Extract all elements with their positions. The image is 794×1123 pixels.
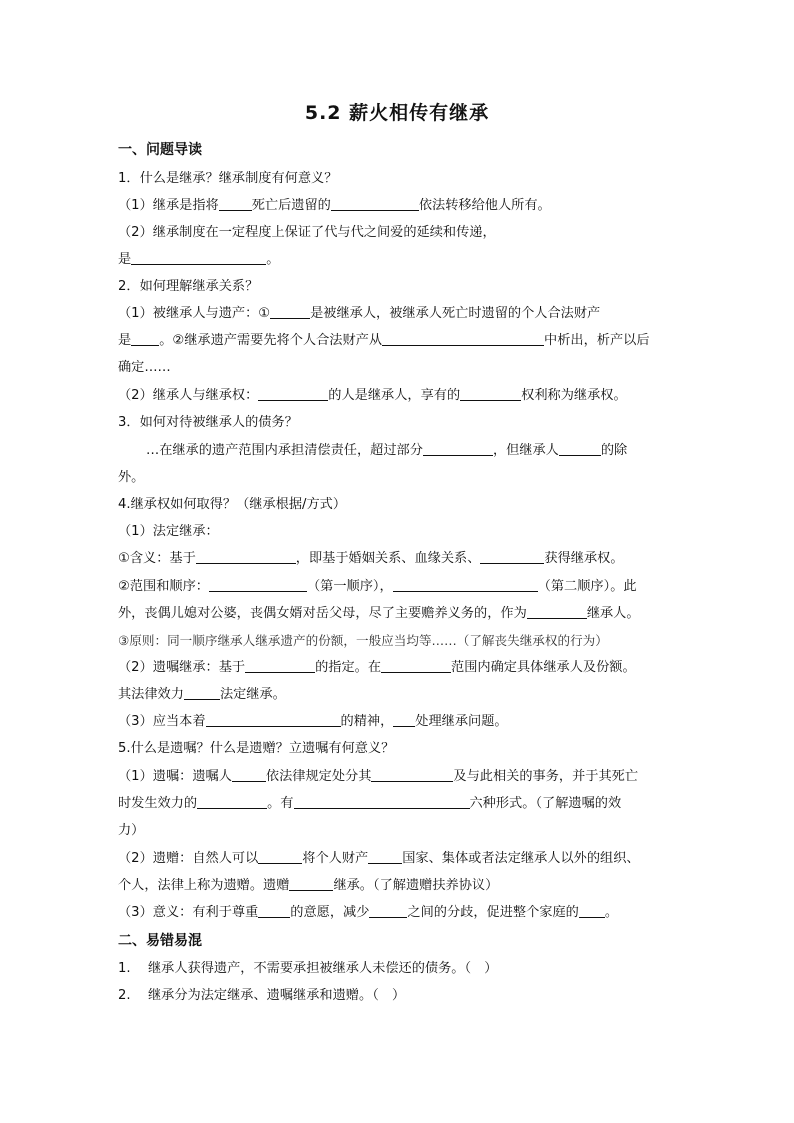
blank[interactable] bbox=[289, 876, 333, 891]
q4-item-3: （3）应当本着 的精神， 处理继承问题。 bbox=[118, 714, 508, 729]
section-heading-1: 一、问题导读 bbox=[118, 142, 202, 158]
blank[interactable] bbox=[382, 331, 544, 346]
question-1: 1．什么是继承？继承制度有何意义？ bbox=[118, 171, 338, 186]
blank[interactable] bbox=[331, 196, 419, 211]
blank[interactable] bbox=[559, 441, 601, 456]
blank[interactable] bbox=[209, 577, 307, 592]
blank[interactable] bbox=[393, 577, 538, 592]
q5-item-2-cont: 个人，法律上称为遗赠。遗赠 继承。（了解遗赠扶养协议） bbox=[118, 878, 499, 893]
blank[interactable] bbox=[131, 331, 159, 346]
q1-item-2: （2）继承制度在一定程度上保证了代与代之间爱的延续和传递， bbox=[118, 225, 496, 240]
q2-item-1: （1）被继承人与遗产：① 是被继承人，被继承人死亡时遗留的个人合法财产 bbox=[118, 306, 601, 321]
q4-item-1-principle: ③原则：同一顺序继承人继承遗产的份额，一般应当均等……（了解丧失继承权的行为） bbox=[118, 633, 608, 648]
blank[interactable] bbox=[294, 794, 470, 809]
q4-item-1: （1）法定继承： bbox=[118, 524, 219, 539]
q2-item-1-cont: 是 。②继承遗产需要先将个人合法财产从 中析出，析产以后 bbox=[118, 333, 650, 348]
blank[interactable] bbox=[393, 712, 415, 727]
q2-item-2: （2）继承人与继承权： 的人是继承人，享有的 权利称为继承权。 bbox=[118, 388, 627, 403]
blank[interactable] bbox=[423, 441, 493, 456]
blank[interactable] bbox=[460, 386, 521, 401]
q4-item-1-scope-cont: 外，丧偶儿媳对公婆，丧偶女婿对岳父母，尽了主要赡养义务的，作为 继承人。 bbox=[118, 606, 640, 621]
q4-item-1-scope: ②范围和顺序： （第一顺序）， （第二顺序）。此 bbox=[118, 579, 637, 594]
q2-item-1-cont2: 确定…… bbox=[118, 360, 171, 375]
q5-item-1-cont: 时发生效力的 。有 六种形式。（了解遗嘱的效 bbox=[118, 796, 622, 811]
q1-item-1: （1）继承是指将 死亡后遗留的 依法转移给他人所有。 bbox=[118, 198, 551, 213]
blank[interactable] bbox=[258, 903, 290, 918]
blank[interactable] bbox=[369, 903, 407, 918]
blank[interactable] bbox=[480, 549, 544, 564]
blank[interactable] bbox=[258, 849, 302, 864]
blank[interactable] bbox=[381, 658, 451, 673]
blank[interactable] bbox=[219, 196, 252, 211]
blank[interactable] bbox=[206, 712, 341, 727]
true-false-item-1: 1. 继承人获得遗产，不需要承担被继承人未偿还的债务。（ ） bbox=[118, 961, 498, 976]
q3-answer-cont: 外。 bbox=[118, 470, 145, 485]
page-title: 5.2 薪火相传有继承 bbox=[304, 102, 490, 124]
question-2: 2．如何理解继承关系？ bbox=[118, 279, 259, 294]
blank[interactable] bbox=[196, 549, 296, 564]
blank[interactable] bbox=[232, 767, 266, 782]
q5-item-1-cont2: 力） bbox=[118, 823, 145, 838]
blank[interactable] bbox=[579, 903, 605, 918]
blank[interactable] bbox=[371, 767, 453, 782]
blank[interactable] bbox=[131, 250, 266, 265]
blank[interactable] bbox=[527, 604, 587, 619]
question-5: 5.什么是遗嘱？什么是遗赠？立遗嘱有何意义？ bbox=[118, 741, 395, 756]
q4-item-2-cont: 其法律效力 法定继承。 bbox=[118, 687, 286, 702]
true-false-item-2: 2. 继承分为法定继承、遗嘱继承和遗赠。（ ） bbox=[118, 988, 406, 1003]
question-4: 4.继承权如何取得？（继承根据/方式） bbox=[118, 497, 347, 512]
section-heading-2: 二、易错易混 bbox=[118, 933, 202, 949]
question-3: 3．如何对待被继承人的债务？ bbox=[118, 415, 298, 430]
blank[interactable] bbox=[270, 304, 310, 319]
q3-answer: …在继承的遗产范围内承担清偿责任，超过部分 ，但继承人 的除 bbox=[146, 443, 628, 458]
blank[interactable] bbox=[184, 685, 220, 700]
blank[interactable] bbox=[245, 658, 315, 673]
q5-item-2: （2）遗赠：自然人可以 将个人财产 国家、集体或者法定继承人以外的组织、 bbox=[118, 851, 640, 866]
blank[interactable] bbox=[197, 794, 267, 809]
blank[interactable] bbox=[368, 849, 402, 864]
q5-item-1: （1）遗嘱：遗嘱人 依法律规定处分其 及与此相关的事务，并于其死亡 bbox=[118, 769, 639, 784]
q5-item-3: （3）意义：有利于尊重 的意愿，减少 之间的分歧，促进整个家庭的 。 bbox=[118, 905, 619, 920]
q1-item-2-cont: 是 。 bbox=[118, 252, 280, 267]
q4-item-2: （2）遗嘱继承：基于 的指定。在 范围内确定具体继承人及份额。 bbox=[118, 660, 636, 675]
q4-item-1-meaning: ①含义：基于 ，即基于婚姻关系、血缘关系、 获得继承权。 bbox=[118, 551, 624, 566]
blank[interactable] bbox=[258, 386, 328, 401]
